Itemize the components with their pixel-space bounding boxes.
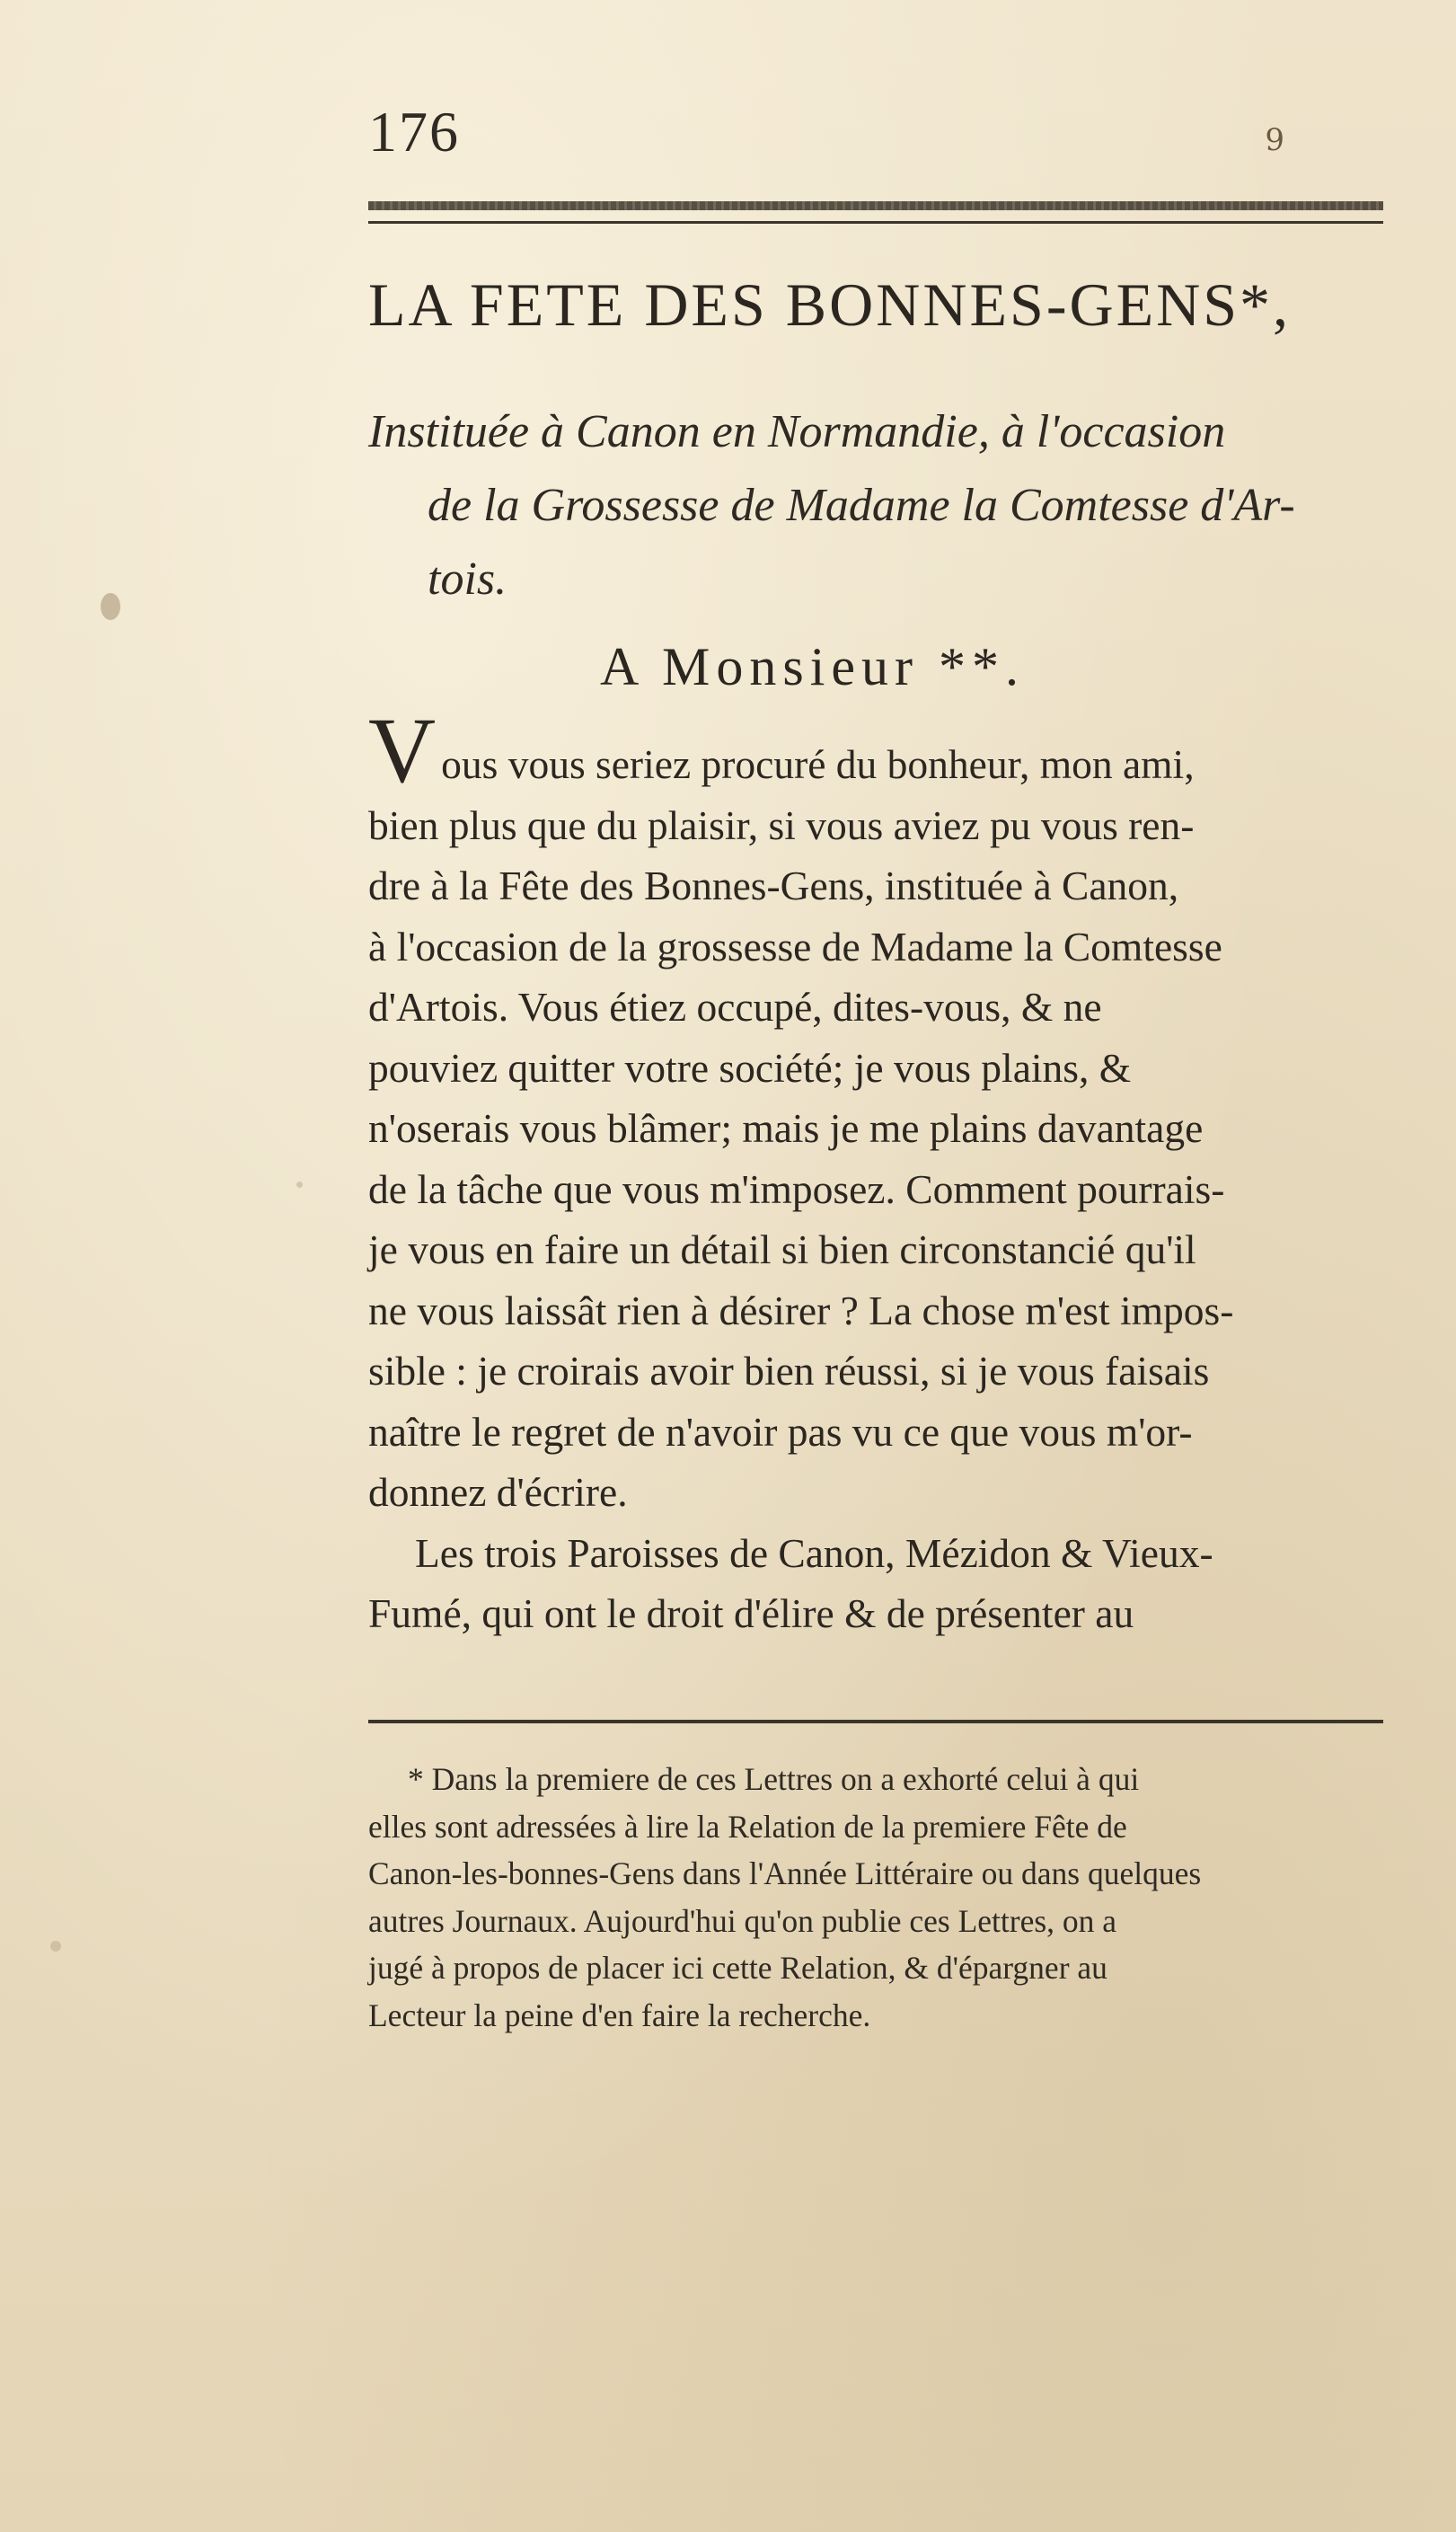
subtitle-line: tois. <box>428 553 507 605</box>
addressee-heading: A Monsieur **. <box>600 637 1025 696</box>
body-line: Fumé, qui ont le droit d'élire & de présenter au <box>368 1590 1134 1636</box>
first-line-text: ous vous seriez procuré du bonheur, mon ami, <box>441 741 1195 787</box>
body-text <box>368 699 1397 1644</box>
body-line: Les trois Paroisses de Canon, Mézidon & Vieux- <box>415 1529 1213 1576</box>
body-line: donnez d'écrire. <box>368 1469 628 1515</box>
footnote-line: jugé à propos de placer ici cette Relation, & d'épargner au <box>368 1950 1107 1986</box>
body-line: ne vous laissât rien à désirer ? La chose m'est impos- <box>368 1287 1234 1333</box>
signature-mark: 9 <box>1265 122 1284 158</box>
paper-stain <box>50 1941 61 1952</box>
page-title: LA FETE DES BONNES-GENS*, <box>368 270 1292 339</box>
subtitle-line: de la Grossesse de Madame la Comtesse d'Ar- <box>428 480 1295 531</box>
body-line: à l'occasion de la grossesse de Madame la Comtesse <box>368 923 1222 969</box>
body-line: dre à la Fête des Bonnes-Gens, instituée à Canon, <box>368 863 1179 908</box>
body-line: bien plus que du plaisir, si vous aviez pu vous ren- <box>368 801 1195 848</box>
footnote-line: elles sont adressées à lire la Relation de la premiere Fête de <box>368 1808 1127 1845</box>
footnote-rule <box>368 1720 1383 1723</box>
page-header <box>368 99 1383 180</box>
footnote-line: Canon-les-bonnes-Gens dans l'Année Littéraire ou dans quelques <box>368 1855 1202 1891</box>
paper-stain <box>101 593 120 620</box>
footnote-line: * Dans la premiere de ces Lettres on a exhorté celui à qui <box>408 1761 1140 1797</box>
subtitle <box>368 395 1392 616</box>
header-ornamental-rule <box>368 201 1383 210</box>
drop-cap: V <box>368 699 437 802</box>
footnote-line: autres Journaux. Aujourd'hui qu'on publie ces Lettres, on a <box>368 1902 1117 1939</box>
body-line <box>368 699 1397 802</box>
page-number: 176 <box>368 100 460 164</box>
body-line: sible : je croirais avoir bien réussi, si je vous faisais <box>368 1348 1210 1394</box>
body-line: pouviez quitter votre société; je vous plains, & <box>368 1044 1132 1091</box>
footnote <box>368 1756 1392 2039</box>
paper-stain <box>296 1182 303 1188</box>
footnote-line: Lecteur la peine d'en faire la recherche. <box>368 1996 871 2033</box>
body-line: je vous en faire un détail si bien circonstancié qu'il <box>368 1226 1196 1272</box>
subtitle-line: Instituée à Canon en Normandie, à l'occasion <box>368 406 1226 457</box>
header-rule <box>368 221 1383 224</box>
body-line: d'Artois. Vous étiez occupé, dites-vous, & ne <box>368 984 1102 1030</box>
body-line: n'oserais vous blâmer; mais je me plains davantage <box>368 1105 1204 1151</box>
body-line: de la tâche que vous m'imposez. Comment pourrais- <box>368 1165 1225 1212</box>
body-line: naître le regret de n'avoir pas vu ce que vous m'or- <box>368 1408 1193 1455</box>
